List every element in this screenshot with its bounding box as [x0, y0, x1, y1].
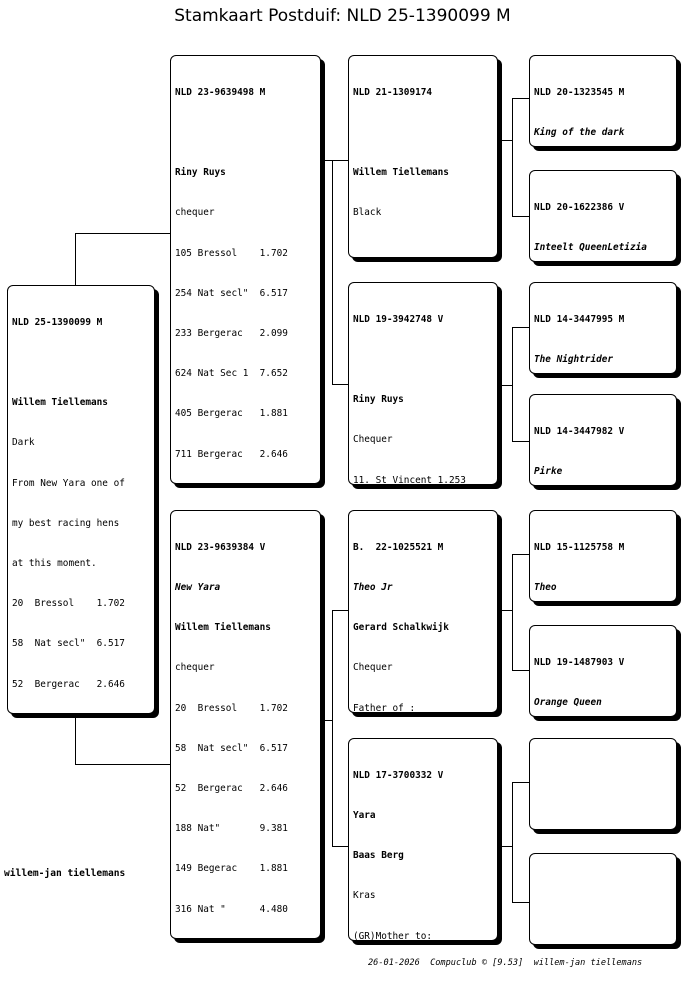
result-line: 58 Nat secl" 6.517 [12, 638, 125, 650]
color: Black [353, 207, 382, 219]
connector-line [75, 233, 76, 285]
pigeon-name: Pirke [534, 466, 563, 478]
connector-line [512, 554, 513, 670]
card-mf-mother[interactable] [529, 625, 677, 717]
color: Chequer [353, 662, 393, 674]
owner-signature: willem-jan tiellemans [4, 868, 126, 879]
connector-line [512, 670, 529, 671]
connector-line [332, 846, 349, 847]
pigeon-name: King of the dark [534, 127, 625, 139]
pigeon-name: Theo Jr [353, 582, 393, 594]
card-mother[interactable] [170, 510, 321, 939]
connector-line [512, 782, 513, 902]
connector-line [332, 160, 333, 384]
ring-number: NLD 14-3447995 M [534, 313, 625, 325]
owner-name: Willem Tiellemans [175, 622, 271, 634]
ring-number: NLD 21-1309174 [353, 86, 433, 98]
pigeon-name: Yara [353, 810, 376, 822]
ring-number: NLD 23-9639384 V [175, 541, 266, 553]
result-line: 20 Bressol 1.702 [175, 702, 288, 714]
result-line: 52 Bergerac 2.646 [12, 678, 125, 690]
connector-line [75, 233, 172, 234]
ring-number: B. 22-1025521 M [353, 541, 444, 553]
ring-number: NLD 23-9639498 M [175, 86, 266, 98]
connector-line [75, 764, 172, 765]
note-line: at this moment. [12, 558, 97, 570]
connector-line [332, 160, 349, 161]
ring-number: NLD 25-1390099 M [12, 316, 103, 328]
card-paternal-grandmother[interactable] [348, 282, 498, 485]
card-fm-father[interactable] [529, 282, 677, 374]
note-line: my best racing hens [12, 517, 120, 529]
result-line: 11. St Vincent 1.253 [353, 474, 466, 485]
pigeon-name: Theo [534, 582, 557, 594]
owner-name: Gerard Schalkwijk [353, 622, 449, 634]
color: Kras [353, 890, 376, 902]
connector-line [512, 902, 529, 903]
card-mf-father[interactable] [529, 510, 677, 602]
card-mm-mother-empty[interactable] [529, 853, 677, 945]
color: Dark [12, 437, 35, 449]
result-line: 20 Bressol 1.702 [12, 598, 125, 610]
connector-line [332, 384, 349, 385]
connector-line [512, 216, 529, 217]
pigeon-name: Orange Queen [534, 697, 602, 709]
result-line: 233 Bergerac 2.099 [175, 328, 288, 340]
footer: 26-01-2026 Compuclub © [9.53] willem-jan tiellemans [368, 958, 643, 968]
result-line: 624 Nat Sec 1 7.652 [175, 368, 288, 380]
result-line: 254 Nat secl" 6.517 [175, 287, 288, 299]
pigeon-name: New Yara [175, 582, 221, 594]
ring-number: NLD 20-1622386 V [534, 201, 625, 213]
card-father[interactable] [170, 55, 321, 484]
owner-name: Willem Tiellemans [12, 397, 108, 409]
connector-line [512, 441, 529, 442]
card-ff-father[interactable] [529, 55, 677, 147]
page-title: Stamkaart Postduif: NLD 25-1390099 M [174, 6, 511, 26]
color: chequer [175, 207, 215, 219]
card-paternal-grandfather[interactable] [348, 55, 498, 258]
card-maternal-grandfather[interactable] [348, 510, 498, 713]
connector-line [322, 720, 332, 721]
connector-line [512, 554, 529, 555]
result-line: 316 Nat " 4.480 [175, 903, 288, 915]
card-mm-father-empty[interactable] [529, 738, 677, 830]
result-line: 149 Begerac 1.881 [175, 863, 288, 875]
card-main-pigeon[interactable] [7, 285, 155, 714]
owner-name: Willem Tiellemans [353, 167, 449, 179]
ring-number: NLD 20-1323545 M [534, 86, 625, 98]
result-line: 188 Nat" 9.381 [175, 823, 288, 835]
owner-name: Riny Ruys [175, 167, 226, 179]
ring-number: NLD 14-3447982 V [534, 425, 625, 437]
ring-number: NLD 19-3942748 V [353, 313, 444, 325]
card-maternal-grandmother[interactable] [348, 738, 498, 941]
owner-name: Baas Berg [353, 850, 404, 862]
result-line: 405 Bergerac 1.881 [175, 408, 288, 420]
connector-line [512, 98, 529, 99]
pigeon-name: The Nightrider [534, 354, 614, 366]
color: chequer [175, 662, 215, 674]
connector-line [322, 160, 332, 161]
connector-line [512, 98, 513, 216]
result-line: 711 Bergerac 2.646 [175, 448, 288, 460]
pigeon-name: Inteelt QueenLetizia [534, 242, 647, 254]
result-line: 52 Bergerac 2.646 [175, 783, 288, 795]
connector-line [500, 846, 512, 847]
card-fm-mother[interactable] [529, 394, 677, 486]
connector-line [512, 327, 529, 328]
connector-line [75, 712, 76, 764]
owner-name: Riny Ruys [353, 394, 404, 406]
color: Chequer [353, 434, 393, 446]
connector-line [512, 782, 529, 783]
connector-line [500, 140, 512, 141]
note-line: From New Yara one of [12, 477, 125, 489]
result-line: 105 Bressol 1.702 [175, 247, 288, 259]
ring-number: NLD 17-3700332 V [353, 769, 444, 781]
connector-line [512, 327, 513, 441]
ring-number: NLD 19-1487903 V [534, 656, 625, 668]
ring-number: NLD 15-1125758 M [534, 541, 625, 553]
result-line: 58 Nat secl" 6.517 [175, 742, 288, 754]
note-line: Father of : [353, 702, 416, 713]
connector-line [500, 385, 512, 386]
connector-line [332, 610, 333, 846]
card-ff-mother[interactable] [529, 170, 677, 262]
connector-line [500, 610, 512, 611]
connector-line [332, 610, 349, 611]
note-line: (GR)Mother to: [353, 930, 433, 941]
